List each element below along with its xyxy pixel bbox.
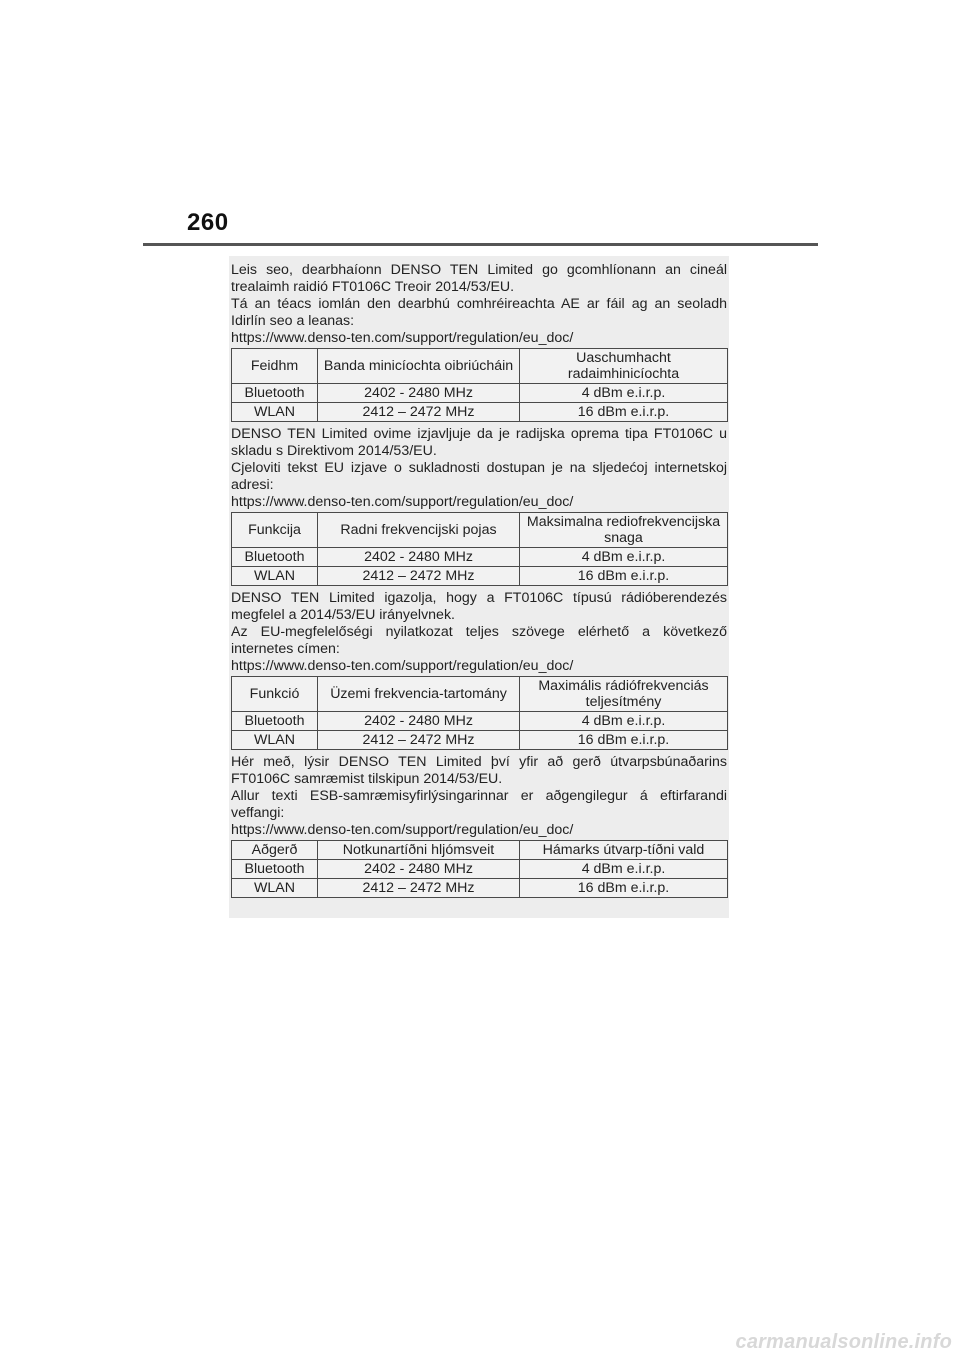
table-row — [232, 567, 728, 586]
table-header-cell: Üzemi frekvencia-tartomány — [318, 677, 520, 712]
table-cell: 16 dBm e.i.r.p. — [520, 731, 728, 750]
page-number: 260 — [187, 209, 229, 236]
table-header-cell: Radni frekvencijski pojas — [318, 513, 520, 548]
section-croatian — [231, 426, 727, 586]
table-cell: 2402 - 2480 MHz — [318, 860, 520, 879]
table-cell: WLAN — [232, 879, 318, 898]
table-row — [232, 548, 728, 567]
table-cell: 2402 - 2480 MHz — [318, 384, 520, 403]
declaration-paragraph: Hér með, lýsir DENSO TEN Limited því yfir að gerð útvarpsbúnaðarins FT0106C samræmist tilskipun 2014/53/EU. — [231, 754, 727, 787]
table-header-row — [232, 841, 728, 860]
table-cell: 2412 – 2472 MHz — [318, 731, 520, 750]
declaration-url: https://www.denso-ten.com/support/regulation/eu_doc/ — [231, 822, 574, 838]
table-cell: 2412 – 2472 MHz — [318, 403, 520, 422]
table-cell: WLAN — [232, 403, 318, 422]
table-cell: WLAN — [232, 567, 318, 586]
table-cell: 4 dBm e.i.r.p. — [520, 548, 728, 567]
table-cell: 2402 - 2480 MHz — [318, 548, 520, 567]
table-cell: Bluetooth — [232, 384, 318, 403]
spec-table — [231, 348, 728, 422]
declaration-content — [229, 256, 729, 918]
section-hungarian — [231, 590, 727, 750]
declaration-paragraph: Az EU-megfelelőségi nyilatkozat teljes szövege elérhető a következő internetes címen: — [231, 624, 727, 657]
table-header-row — [232, 677, 728, 712]
table-row — [232, 731, 728, 750]
declaration-url: https://www.denso-ten.com/support/regulation/eu_doc/ — [231, 494, 574, 510]
declaration-url: https://www.denso-ten.com/support/regulation/eu_doc/ — [231, 658, 574, 674]
table-header-cell: Uaschumhacht radaimhinicíochta — [520, 349, 728, 384]
table-row — [232, 384, 728, 403]
table-cell: Bluetooth — [232, 548, 318, 567]
table-cell: 2412 – 2472 MHz — [318, 567, 520, 586]
table-row — [232, 403, 728, 422]
declaration-paragraph: Leis seo, dearbhaíonn DENSO TEN Limited go gcomhlíonann an cineál trealaimh raidió FT0106C Treoir 2014/53/EU. — [231, 262, 727, 295]
table-cell: 2402 - 2480 MHz — [318, 712, 520, 731]
table-row — [232, 712, 728, 731]
table-header-cell: Maksimalna rediofrekvencijska snaga — [520, 513, 728, 548]
declaration-paragraph: Allur texti ESB-samræmisyfirlýsingarinnar er aðgengilegur á eftirfarandi veffangi: — [231, 788, 727, 821]
declaration-paragraph: Cjeloviti tekst EU izjave o sukladnosti dostupan je na sljedećoj internetskoj adresi: — [231, 460, 727, 493]
table-header-cell: Maximális rádiófrekvenciás teljesítmény — [520, 677, 728, 712]
table-cell: 2412 – 2472 MHz — [318, 879, 520, 898]
table-header-cell: Banda minicíochta oibriúcháin — [318, 349, 520, 384]
spec-table — [231, 512, 728, 586]
table-cell: Bluetooth — [232, 712, 318, 731]
table-row — [232, 879, 728, 898]
header-rule — [143, 243, 818, 246]
spec-table — [231, 840, 728, 898]
section-icelandic — [231, 754, 727, 898]
table-row — [232, 860, 728, 879]
declaration-url: https://www.denso-ten.com/support/regulation/eu_doc/ — [231, 330, 574, 346]
table-cell: 16 dBm e.i.r.p. — [520, 403, 728, 422]
table-cell: 16 dBm e.i.r.p. — [520, 879, 728, 898]
table-header-row — [232, 513, 728, 548]
table-header-cell: Feidhm — [232, 349, 318, 384]
table-cell: Bluetooth — [232, 860, 318, 879]
table-cell: 4 dBm e.i.r.p. — [520, 384, 728, 403]
table-header-row — [232, 349, 728, 384]
declaration-paragraph: DENSO TEN Limited igazolja, hogy a FT0106C típusú rádióberendezés megfelel a 2014/53/EU irányelvnek. — [231, 590, 727, 623]
watermark-text: carmanualsonline.info — [735, 1331, 952, 1353]
table-cell: WLAN — [232, 731, 318, 750]
declaration-paragraph: DENSO TEN Limited ovime izjavljuje da je radijska oprema tipa FT0106C u skladu s Direktivom 2014/53/EU. — [231, 426, 727, 459]
table-header-cell: Hámarks útvarp-tíðni vald — [520, 841, 728, 860]
declaration-paragraph: Tá an téacs iomlán den dearbhú comhréireachta AE ar fáil ag an seoladh Idirlín seo a leanas: — [231, 296, 727, 329]
table-header-cell: Aðgerð — [232, 841, 318, 860]
table-header-cell: Notkunartíðni hljómsveit — [318, 841, 520, 860]
table-cell: 4 dBm e.i.r.p. — [520, 860, 728, 879]
spec-table — [231, 676, 728, 750]
table-header-cell: Funkció — [232, 677, 318, 712]
section-irish — [231, 262, 727, 422]
table-cell: 16 dBm e.i.r.p. — [520, 567, 728, 586]
table-header-cell: Funkcija — [232, 513, 318, 548]
table-cell: 4 dBm e.i.r.p. — [520, 712, 728, 731]
